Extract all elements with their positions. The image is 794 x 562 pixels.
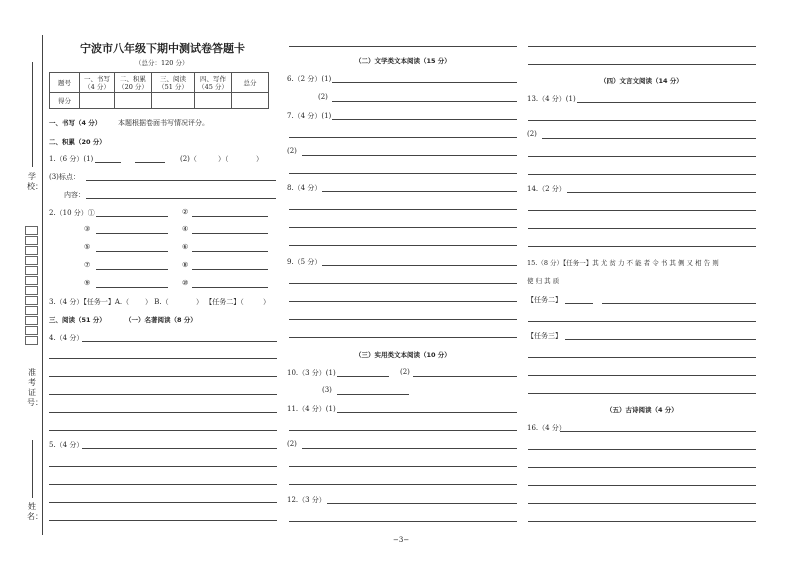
answer-line[interactable] [96, 251, 168, 252]
q8-label: 8.（4 分） [287, 184, 322, 192]
answer-line[interactable] [528, 503, 756, 504]
answer-line[interactable] [289, 521, 517, 522]
answer-line[interactable] [528, 46, 756, 47]
answer-line[interactable] [49, 358, 277, 359]
exam-no-box[interactable] [25, 296, 38, 305]
answer-line[interactable] [528, 375, 756, 376]
answer-line[interactable] [332, 101, 517, 102]
answer-line[interactable] [577, 102, 756, 103]
answer-line[interactable] [86, 180, 276, 181]
score-cell[interactable] [232, 93, 269, 109]
score-cell[interactable] [152, 93, 195, 109]
answer-line[interactable] [289, 283, 517, 284]
answer-line[interactable] [602, 303, 756, 304]
answer-line[interactable] [192, 216, 268, 217]
answer-line[interactable] [289, 319, 517, 320]
exam-no-box[interactable] [25, 286, 38, 295]
exam-no-box[interactable] [25, 276, 38, 285]
answer-line[interactable] [528, 357, 756, 358]
answer-line[interactable] [49, 520, 277, 521]
answer-line[interactable] [528, 210, 756, 211]
school-label: 学校： [27, 172, 43, 191]
q4-label: 4.（4 分） [49, 334, 84, 342]
page-title: 宁波市八年级下期中测试卷答题卡 [80, 42, 245, 55]
answer-line[interactable] [289, 227, 517, 228]
section-reading: 三、阅读（51 分） [49, 316, 106, 324]
answer-line[interactable] [322, 191, 517, 192]
q15-label: 15.（8 分）【任务一】其 尤 贫 力 不 能 者 令 书 其 侧 又 相 告 则 [527, 259, 719, 267]
section-practical: （三）实用类文本阅读（10 分） [355, 351, 451, 359]
answer-line[interactable] [322, 265, 517, 266]
q2-c2: ② [182, 208, 189, 216]
score-header-cell: 题号 [50, 73, 80, 93]
exam-no-box[interactable] [25, 226, 38, 235]
exam-no-box[interactable] [25, 336, 38, 345]
exam-no-box[interactable] [25, 256, 38, 265]
answer-line[interactable] [302, 448, 517, 449]
section-poetry: （五）古诗阅读（4 分） [606, 406, 678, 414]
q2-label: 2.（10 分）① [49, 209, 95, 217]
answer-line[interactable] [528, 120, 756, 121]
score-header-cell: 总分 [232, 73, 269, 93]
exam-no-box[interactable] [25, 326, 38, 335]
q1-2-paren-end: ） [256, 155, 263, 163]
answer-line[interactable] [95, 162, 121, 163]
exam-no-box[interactable] [25, 236, 38, 245]
section-classical-chinese: （四）文言文阅读（14 分） [600, 77, 683, 85]
answer-line[interactable] [332, 119, 517, 120]
answer-line[interactable] [567, 192, 756, 193]
q12-label: 12.（3 分） [287, 496, 326, 504]
answer-line[interactable] [192, 269, 268, 270]
q1-2-label: (2)（ [180, 155, 197, 163]
answer-line[interactable] [49, 430, 277, 431]
answer-line[interactable] [528, 228, 756, 229]
total-score-note: （总分：120 分） [135, 59, 189, 67]
section-writing: 一、书写（4 分） [49, 119, 102, 127]
answer-line[interactable] [49, 412, 277, 413]
answer-line[interactable] [49, 394, 277, 395]
answer-line[interactable] [49, 466, 277, 467]
q1-content-label: 内容： [64, 191, 85, 199]
score-header-cell: 三、阅读 （51 分） [152, 73, 195, 93]
q16-label: 16.（4 分） [527, 424, 566, 432]
q2-c9: ⑨ [84, 279, 91, 287]
score-cell[interactable] [115, 93, 152, 109]
score-header-cell: 四、写作 （45 分） [195, 73, 232, 93]
answer-line[interactable] [289, 301, 517, 302]
exam-no-label: 准考证号： [27, 368, 43, 407]
q13-2-label: (2) [527, 130, 537, 138]
q2-c4: ④ [182, 225, 189, 233]
q7-label: 7.（4 分）(1) [287, 112, 332, 120]
q3-b: ） B.（ [145, 298, 169, 306]
score-cell[interactable] [195, 93, 232, 109]
answer-line[interactable] [332, 82, 517, 83]
answer-line[interactable] [528, 321, 756, 322]
name-label: 姓名： [27, 502, 43, 521]
q15-task2-label: 【任务二】 [527, 296, 562, 304]
answer-line[interactable] [528, 521, 756, 522]
answer-line[interactable] [96, 269, 168, 270]
answer-line[interactable] [289, 337, 517, 338]
subsection-classics: （一）名著阅读（8 分） [125, 316, 197, 324]
q15-task3-label: 【任务三】 [527, 332, 562, 340]
answer-line[interactable] [289, 430, 517, 431]
q13-label: 13.（4 分）(1) [527, 95, 576, 103]
answer-line[interactable] [49, 502, 277, 503]
answer-line[interactable] [289, 46, 517, 47]
q2-c7: ⑦ [84, 261, 91, 269]
score-header-cell: 一、书写 （4 分） [80, 73, 115, 93]
answer-line[interactable] [528, 174, 756, 175]
answer-line[interactable] [560, 431, 756, 432]
q11-2-label: (2) [287, 440, 297, 448]
q14-label: 14.（2 分） [527, 185, 566, 193]
q2-c10: ⑩ [182, 279, 189, 287]
q3-label: 3.（4 分）【任务一】A.（ [49, 298, 130, 306]
q1-3-label: (3)标点： [49, 173, 80, 181]
answer-line[interactable] [49, 484, 277, 485]
answer-line[interactable] [337, 376, 389, 377]
q2-c8: ⑧ [182, 261, 189, 269]
answer-line[interactable] [192, 251, 268, 252]
answer-line[interactable] [289, 484, 517, 485]
q2-c5: ⑤ [84, 243, 91, 251]
answer-line[interactable] [289, 137, 517, 138]
q6-label: 6.（2 分）(1) [287, 75, 332, 83]
answer-line[interactable] [192, 233, 268, 234]
exam-no-box[interactable] [25, 306, 38, 315]
score-row-label: 得分 [50, 93, 80, 109]
score-table [49, 72, 269, 109]
exam-no-box[interactable] [25, 266, 38, 275]
q7-2-label: (2) [287, 147, 297, 155]
answer-line[interactable] [413, 376, 517, 377]
answer-line[interactable] [565, 339, 756, 340]
q10-2-label: (2) [400, 368, 410, 376]
answer-line[interactable] [542, 138, 756, 139]
q1-2-paren: ）（ [218, 155, 229, 163]
answer-line[interactable] [528, 449, 756, 450]
answer-line[interactable] [192, 287, 268, 288]
answer-line[interactable] [302, 155, 517, 156]
name-blank [32, 440, 33, 498]
page-number: −3− [393, 536, 410, 544]
answer-line[interactable] [289, 466, 517, 467]
q11-label: 11.（4 分）(1) [287, 405, 336, 413]
answer-line[interactable] [528, 246, 756, 247]
section-literary: （二）文学类文本阅读（15 分） [355, 57, 451, 65]
q2-c6: ⑥ [182, 243, 189, 251]
answer-line[interactable] [337, 412, 517, 413]
answer-line[interactable] [327, 503, 517, 504]
binding-line [42, 35, 43, 535]
answer-line[interactable] [289, 209, 517, 210]
score-header-cell: 二、积累 （20 分） [115, 73, 152, 93]
q15-line2: 使 归 其 质 [527, 277, 560, 285]
answer-line[interactable] [82, 341, 277, 342]
q5-label: 5.（4 分） [49, 441, 84, 449]
q9-label: 9.（5 分） [287, 258, 322, 266]
answer-line[interactable] [528, 156, 756, 157]
answer-line[interactable] [528, 393, 756, 394]
answer-line[interactable] [528, 485, 756, 486]
answer-line[interactable] [49, 376, 277, 377]
score-cell[interactable] [80, 93, 115, 109]
q10-label: 10.（3 分）(1) [287, 369, 336, 377]
school-blank [32, 62, 33, 167]
q2-c3: ③ [84, 225, 91, 233]
answer-line[interactable] [82, 448, 277, 449]
answer-line[interactable] [337, 394, 409, 395]
answer-line[interactable] [96, 216, 168, 217]
answer-line[interactable] [528, 64, 756, 65]
answer-line[interactable] [528, 467, 756, 468]
answer-line[interactable] [565, 303, 593, 304]
answer-line[interactable] [135, 162, 165, 163]
q1-label: 1.（6 分）(1) [49, 155, 94, 163]
answer-line[interactable] [289, 173, 517, 174]
section-accumulation: 二、积累（20 分） [49, 138, 106, 146]
answer-line[interactable] [96, 233, 168, 234]
q3-task2: ） 【任务二】（ [196, 298, 244, 306]
exam-no-box[interactable] [25, 246, 38, 255]
answer-line[interactable] [289, 245, 517, 246]
answer-line[interactable] [96, 287, 168, 288]
answer-line[interactable] [86, 198, 276, 199]
exam-no-box[interactable] [25, 316, 38, 325]
q6-2-label: (2) [318, 93, 328, 101]
q10-3-label: (3) [322, 386, 332, 394]
writing-note: 本题根据卷面书写情况评分。 [118, 119, 209, 127]
q3-end: ） [263, 298, 270, 306]
